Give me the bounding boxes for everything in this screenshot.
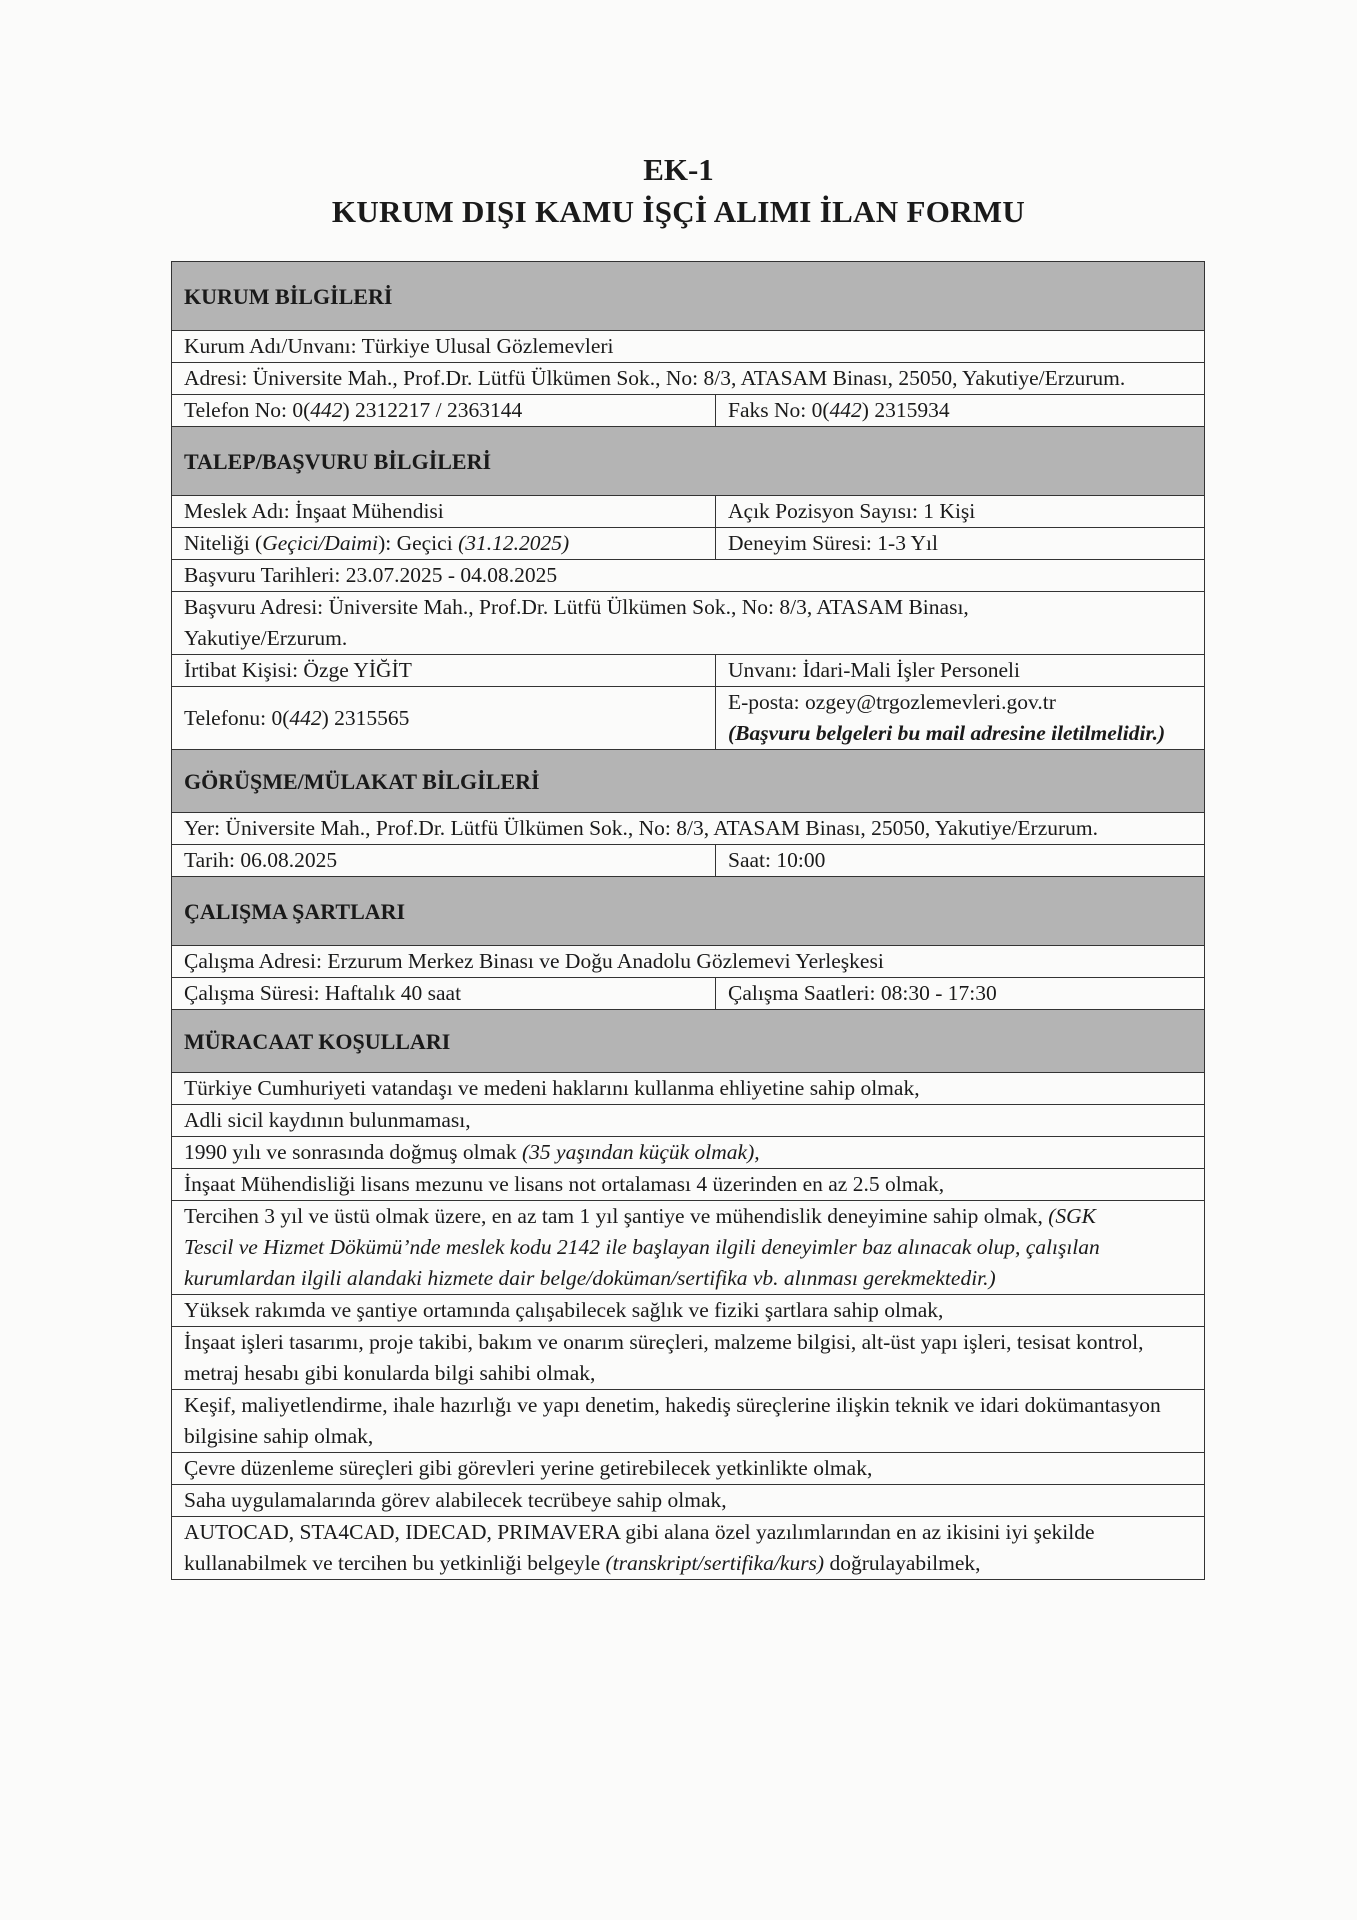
kurum-adres: Adresi: Üniversite Mah., Prof.Dr. Lütfü Ülkümen Sok., No: 8/3, ATASAM Binası, 25050, Yakutiye/Erzurum. <box>172 363 1205 395</box>
number: ) 2315565 <box>321 705 410 730</box>
document-title: KURUM DIŞI KAMU İŞÇİ ALIMI İLAN FORMU <box>331 194 1026 229</box>
kosul-item: Adli sicil kaydının bulunmaması, <box>172 1105 1205 1137</box>
text: Tercihen 3 yıl ve üstü olmak üzere, en az tam 1 yıl şantiye ve mühendislik deneyimine sahip olmak, <box>184 1204 1049 1228</box>
label: Faks No: 0( <box>728 398 830 422</box>
kurum-faks <box>716 395 1205 427</box>
note: (35 yaşından küçük olmak), <box>522 1140 760 1164</box>
calisma-saatleri: Çalışma Saatleri: 08:30 - 17:30 <box>716 978 1205 1010</box>
text: AUTOCAD, STA4CAD, IDECAD, PRIMAVERA gibi alana özel yazılımlarından en az ikisini iyi şekilde kullanabilmek ve tercihen bu yetkinliği belgeyle <box>184 1520 1095 1575</box>
kosul-item <box>172 1517 1205 1580</box>
label: Telefonu: 0( <box>184 705 290 730</box>
kosul-item <box>172 1137 1205 1169</box>
area-code: 442 <box>289 705 322 730</box>
basvuru-adresi: Başvuru Adresi: Üniversite Mah., Prof.Dr. Lütfü Ülkümen Sok., No: 8/3, ATASAM Binası, Yakutiye/Erzurum. <box>172 592 1205 655</box>
options: Geçici/Daimi <box>262 531 379 555</box>
text: 1990 yılı ve sonrasında doğmuş olmak <box>184 1140 522 1164</box>
label: Telefon No: 0( <box>184 398 311 422</box>
kurum-header: KURUM BİLGİLERİ <box>172 262 1205 331</box>
kosul-item: Keşif, maliyetlendirme, ihale hazırlığı ve yapı denetim, hakediş süreçlerine ilişkin teknik ve idari dokümantasyon bilgisine sahip olmak, <box>172 1390 1205 1453</box>
gorusme-yer: Yer: Üniversite Mah., Prof.Dr. Lütfü Ülkümen Sok., No: 8/3, ATASAM Binası, 25050, Yakutiye/Erzurum. <box>172 813 1205 845</box>
gorusme-tarih: Tarih: 06.08.2025 <box>172 845 716 877</box>
muracaat-header: MÜRACAAT KOŞULLARI <box>172 1010 1205 1073</box>
email-note: (Başvuru belgeleri bu mail adresine iletilmelidir.) <box>728 721 1166 745</box>
text: doğrulayabilmek, <box>824 1551 981 1575</box>
calisma-suresi: Çalışma Süresi: Haftalık 40 saat <box>172 978 716 1010</box>
irtibat-kisisi: İrtibat Kişisi: Özge YİĞİT <box>172 655 716 687</box>
deneyim-suresi: Deneyim Süresi: 1-3 Yıl <box>716 528 1205 560</box>
talep-header: TALEP/BAŞVURU BİLGİLERİ <box>172 427 1205 496</box>
kosul-item: Çevre düzenleme süreçleri gibi görevleri yerine getirebilecek yetkinlikte olmak, <box>172 1453 1205 1485</box>
nitelik <box>172 528 716 560</box>
basvuru-tarihleri: Başvuru Tarihleri: 23.07.2025 - 04.08.2025 <box>172 560 1205 592</box>
label: Niteliği ( <box>184 531 263 555</box>
note: (transkript/sertifika/kurs) <box>605 1551 825 1575</box>
value: ): Geçici <box>378 531 459 555</box>
kosul-item: İnşaat Mühendisliği lisans mezunu ve lisans not ortalaması 4 üzerinden en az 2.5 olmak, <box>172 1169 1205 1201</box>
area-code: 442 <box>310 398 343 422</box>
gorusme-saat: Saat: 10:00 <box>716 845 1205 877</box>
meslek-adi: Meslek Adı: İnşaat Mühendisi <box>172 496 716 528</box>
email[interactable]: E-posta: ozgey@trgozlemevleri.gov.tr <box>728 690 1056 714</box>
irtibat-telefon <box>172 687 716 750</box>
kosul-item: Türkiye Cumhuriyeti vatandaşı ve medeni haklarını kullanma ehliyetine sahip olmak, <box>172 1073 1205 1105</box>
number: ) 2312217 / 2363144 <box>342 398 523 422</box>
calisma-adresi: Çalışma Adresi: Erzurum Merkez Binası ve Doğu Anadolu Gözlemevi Yerleşkesi <box>172 946 1205 978</box>
announcement-form-table <box>171 261 1205 1580</box>
note: (SGK Tescil ve Hizmet Dökümü’nde meslek kodu 2142 ile başlayan ilgili deneyimler baz alınacak olup, çalışılan kurumlardan ilgili alandaki hizmete dair belge/doküman/sertifika vb. alınması gerekmektedir.) <box>184 1204 1100 1290</box>
pozisyon-sayisi: Açık Pozisyon Sayısı: 1 Kişi <box>716 496 1205 528</box>
end-date: (31.12.2025) <box>458 531 570 555</box>
gorusme-header: GÖRÜŞME/MÜLAKAT BİLGİLERİ <box>172 750 1205 813</box>
section-header <box>172 262 1205 331</box>
document-label: EK-1 <box>643 152 714 187</box>
kurum-telefon <box>172 395 716 427</box>
kosul-item: Saha uygulamalarında görev alabilecek tecrübeye sahip olmak, <box>172 1485 1205 1517</box>
kosul-item: Yüksek rakımda ve şantiye ortamında çalışabilecek sağlık ve fiziki şartlara sahip olmak, <box>172 1295 1205 1327</box>
irtibat-unvan: Unvanı: İdari-Mali İşler Personeli <box>716 655 1205 687</box>
irtibat-eposta <box>716 687 1205 750</box>
kosul-item <box>172 1201 1205 1295</box>
area-code: 442 <box>829 398 862 422</box>
number: ) 2315934 <box>861 398 950 422</box>
kosul-item: İnşaat işleri tasarımı, proje takibi, bakım ve onarım süreçleri, malzeme bilgisi, alt-üst yapı işleri, tesisat kontrol, metraj hesabı gibi konularda bilgi sahibi olmak, <box>172 1327 1205 1390</box>
kurum-adi: Kurum Adı/Unvanı: Türkiye Ulusal Gözlemevleri <box>172 331 1205 363</box>
calisma-header: ÇALIŞMA ŞARTLARI <box>172 877 1205 946</box>
